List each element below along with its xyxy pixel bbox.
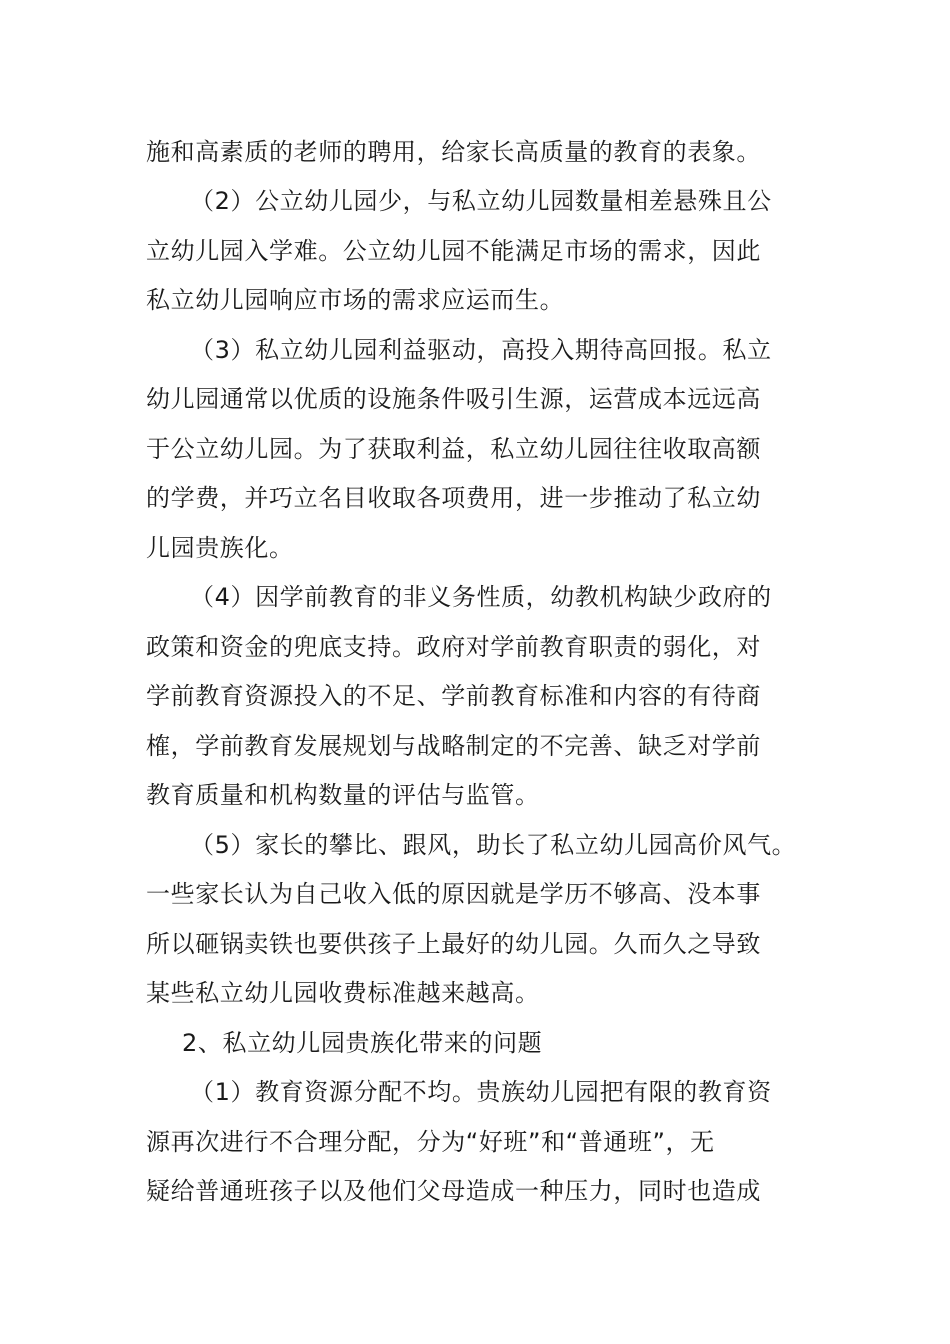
text-line-13: 榷，学前教育发展规划与战略制定的不完善、缺乏对学前: [146, 732, 761, 760]
text-line-2: （2）公立幼儿园少，与私立幼儿园数量相差悬殊且公: [190, 187, 772, 215]
text-line-18: 某些私立幼儿园收费标准越来越高。: [146, 979, 540, 1007]
text-line-5: （3）私立幼儿园利益驱动，高投入期待高回报。私立: [190, 336, 772, 364]
section-heading: 2、私立幼儿园贵族化带来的问题: [182, 1029, 543, 1057]
text-line-4: 私立幼儿园响应市场的需求应运而生。: [146, 286, 565, 314]
text-line-22: 疑给普通班孩子以及他们父母造成一种压力，同时也造成: [146, 1177, 761, 1205]
text-line-16: 一些家长认为自己收入低的原因就是学历不够高、没本事: [146, 880, 761, 908]
text-line-1: 施和高素质的老师的聘用，给家长高质量的教育的表象。: [146, 138, 761, 166]
text-line-8: 的学费，并巧立名目收取各项费用，进一步推动了私立幼: [146, 484, 761, 512]
text-line-14: 教育质量和机构数量的评估与监管。: [146, 781, 540, 809]
text-line-17: 所以砸锅卖铁也要供孩子上最好的幼儿园。久而久之导致: [146, 930, 761, 958]
text-line-12: 学前教育资源投入的不足、学前教育标准和内容的有待商: [146, 682, 761, 710]
text-line-9: 儿园贵族化。: [146, 534, 294, 562]
text-line-20: （1）教育资源分配不均。贵族幼儿园把有限的教育资: [190, 1078, 772, 1106]
text-line-15: （5）家长的攀比、跟风，助长了私立幼儿园高价风气。: [190, 831, 797, 859]
text-line-6: 幼儿园通常以优质的设施条件吸引生源，运营成本远远高: [146, 385, 761, 413]
text-line-7: 于公立幼儿园。为了获取利益，私立幼儿园往往收取高额: [146, 435, 761, 463]
text-line-21: 源再次进行不合理分配，分为“好班”和“普通班”，无: [146, 1128, 715, 1156]
text-line-11: 政策和资金的兜底支持。政府对学前教育职责的弱化，对: [146, 633, 761, 661]
text-line-10: （4）因学前教育的非义务性质，幼教机构缺少政府的: [190, 583, 772, 611]
text-line-3: 立幼儿园入学难。公立幼儿园不能满足市场的需求，因此: [146, 237, 761, 265]
